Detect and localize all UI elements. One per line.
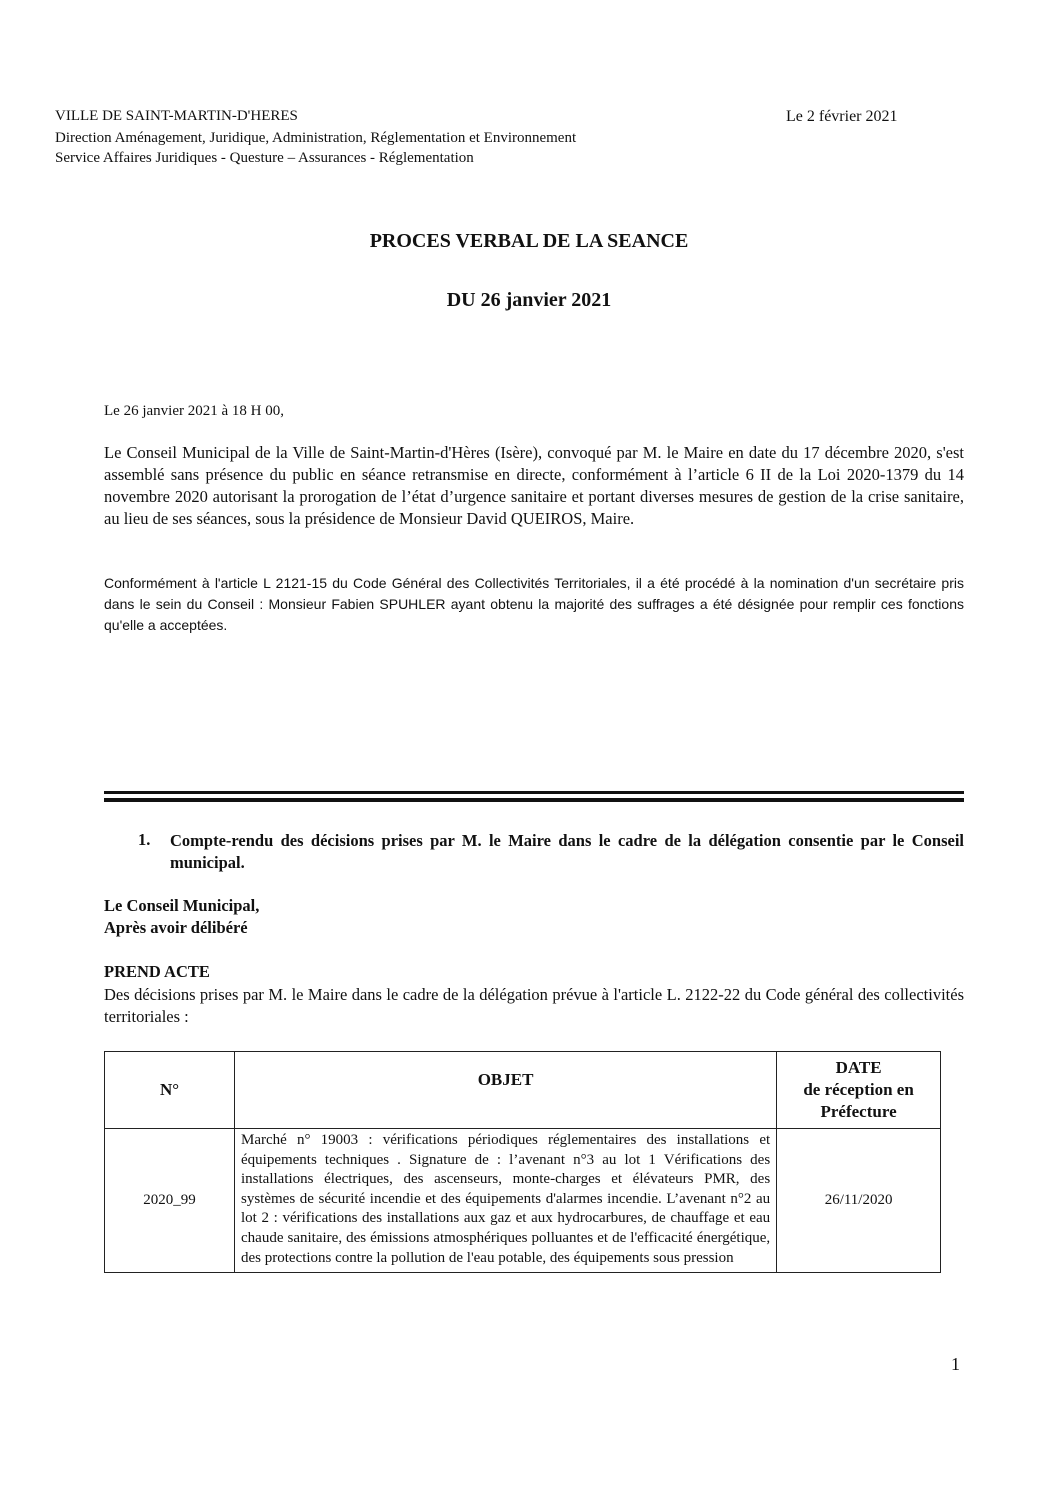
direction-line: Direction Aménagement, Juridique, Administration, Réglementation et Environnement <box>55 130 577 146</box>
decision-objet: Marché n° 19003 : vérifications périodiques réglementaires des installations et équipements techniques . Signature de : l’avenant n°3 au lot 1 Vérifications des installations électriques, des ascenseurs, monte-charges et élévateurs PMR, des systèmes de sécurité incendie et des équipements d'alarmes incendie. L’avenant n°2 au lot 2 : vérifications des installations aux gaz et aux hydrocarbures, de chauffage et eau chaude sanitaire, des émissions atmosphériques polluantes et de l'efficacité énergétique, des protections contre la pollution de l'eau potable, des équipements sous pression <box>235 1129 777 1273</box>
council-line: Le Conseil Municipal, <box>104 896 260 915</box>
item-heading: Compte-rendu des décisions prises par M. le Maire dans le cadre de la délégation consentie par le Conseil municipal. <box>170 831 964 872</box>
secretary-paragraph: Conformément à l'article L 2121-15 du Code Général des Collectivités Territoriales, il a été procédé à la nomination d'un secrétaire pris dans le sein du Conseil : Monsieur Fabien SPUHLER ayant obtenu la majorité des suffrages a été désignée pour remplir ces fonctions qu'elle a acceptées. <box>104 575 964 633</box>
item-number: 1. <box>138 830 151 849</box>
header-date-line1: DATE <box>835 1058 882 1077</box>
page-number: 1 <box>951 1354 960 1374</box>
table-row <box>105 1129 941 1273</box>
deliberation-line: Après avoir délibéré <box>104 918 248 937</box>
header-date <box>777 1052 941 1129</box>
decision-number: 2020_99 <box>105 1129 235 1273</box>
decision-date: 26/11/2020 <box>777 1129 941 1273</box>
table-header-row <box>105 1052 941 1129</box>
separator-rule <box>104 798 964 802</box>
page-subtitle: DU 26 janvier 2021 <box>446 289 612 311</box>
service-line: Service Affaires Juridiques - Questure – Assurances - Réglementation <box>55 150 474 166</box>
city-name: VILLE DE SAINT-MARTIN-D'HERES <box>55 108 298 124</box>
intro-paragraph: Le Conseil Municipal de la Ville de Saint-Martin-d'Hères (Isère), convoqué par M. le Maire en date du 17 décembre 2020, s'est assemblé sans présence du public en séance retransmise en directe, conformément à l’article 6 II de la Loi 2020-1379 du 14 novembre 2020 autorisant la prorogation de l’état d’urgence sanitaire et portant diverses mesures de gestion de la crise sanitaire, au lieu de ses séances, sous la présidence de Monsieur David QUEIROS, Maire. <box>104 443 964 528</box>
session-datetime: Le 26 janvier 2021 à 18 H 00, <box>104 403 284 419</box>
header-num: N° <box>105 1052 235 1129</box>
header-date-line3: Préfecture <box>820 1102 897 1121</box>
header-objet: OBJET <box>235 1052 777 1129</box>
header-date-line2: de réception en <box>803 1080 914 1099</box>
decisions-text: Des décisions prises par M. le Maire dans le cadre de la délégation prévue à l'article L. 2122-22 du Code général des collectivités territoriales : <box>104 985 964 1026</box>
prend-acte-label: PREND ACTE <box>104 962 210 981</box>
page-title: PROCES VERBAL DE LA SEANCE <box>369 230 689 252</box>
separator-rule <box>104 791 964 794</box>
document-date: Le 2 février 2021 <box>786 108 898 125</box>
decisions-table <box>104 1051 941 1273</box>
